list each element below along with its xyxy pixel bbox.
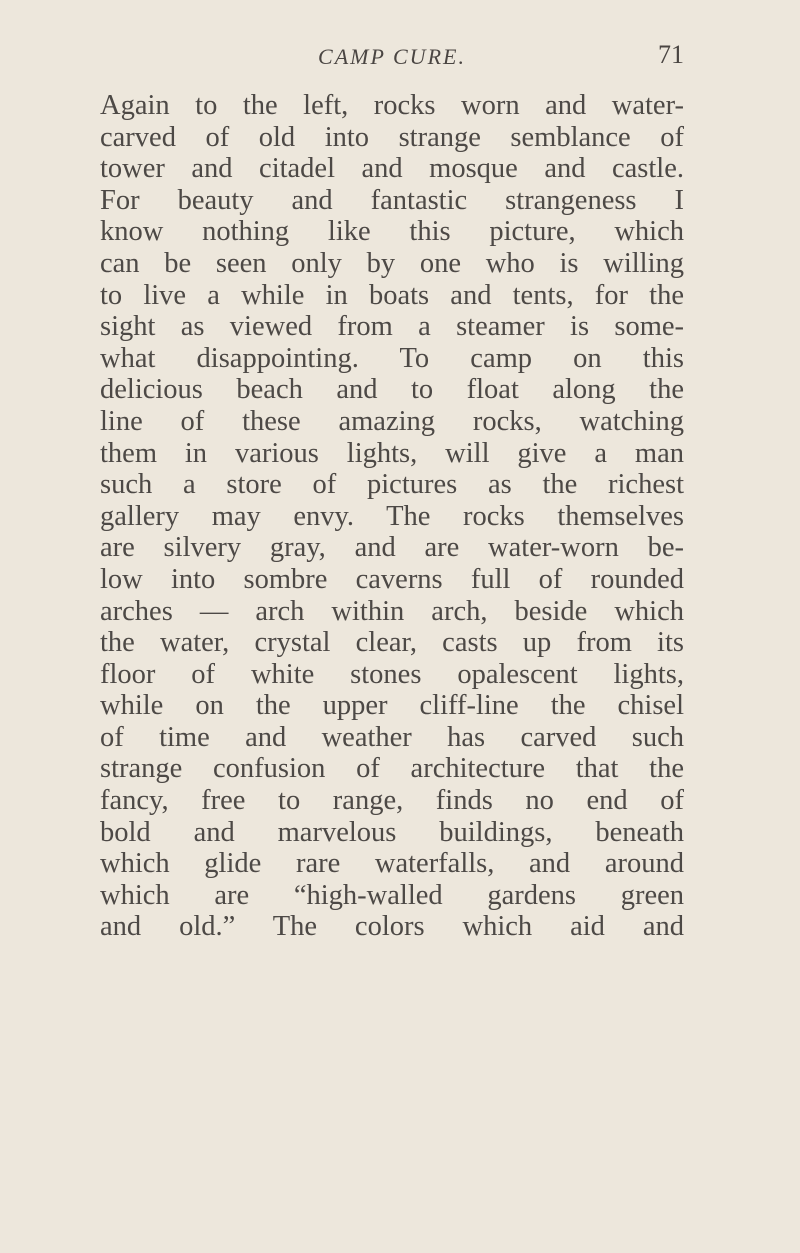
text-line: strange confusion of architecture that the — [100, 753, 684, 785]
text-line: the water, crystal clear, casts up from its — [100, 627, 684, 659]
text-line: and old.” The colors which aid and — [100, 911, 684, 943]
running-title: CAMP CURE. — [318, 44, 466, 69]
text-line: sight as viewed from a steamer is some- — [100, 311, 684, 343]
page-number: 71 — [658, 40, 684, 69]
text-line: while on the upper cliff-line the chisel — [100, 690, 684, 722]
text-line: of time and weather has carved such — [100, 721, 684, 753]
text-line: delicious beach and to float along the — [100, 374, 684, 406]
text-line: Again to the left, rocks worn and water- — [100, 90, 684, 121]
text-line: what disappointing. To camp on this — [100, 342, 684, 374]
text-line: low into sombre caverns full of rounded — [100, 563, 684, 595]
text-line: floor of white stones opalescent lights, — [100, 658, 684, 690]
text-line: gallery may envy. The rocks themselves — [100, 500, 684, 532]
text-line: arches — arch within arch, beside which — [100, 595, 684, 627]
text-line: carved of old into strange semblance of — [100, 121, 684, 153]
text-line: which glide rare waterfalls, and around — [100, 848, 684, 880]
running-head — [100, 38, 684, 78]
body-paragraph — [100, 90, 684, 943]
text-line: fancy, free to range, finds no end of — [100, 785, 684, 817]
text-line: bold and marvelous buildings, beneath — [100, 816, 684, 848]
text-line: such a store of pictures as the richest — [100, 469, 684, 501]
text-line: to live a while in boats and tents, for the — [100, 279, 684, 311]
text-line: which are “high-walled gardens green — [100, 879, 684, 911]
text-line: line of these amazing rocks, watching — [100, 405, 684, 437]
text-line: For beauty and fantastic strangeness I — [100, 184, 684, 216]
text-line: them in various lights, will give a man — [100, 437, 684, 469]
text-line: can be seen only by one who is willing — [100, 247, 684, 279]
text-line: are silvery gray, and are water-worn be- — [100, 532, 684, 564]
text-line: know nothing like this picture, which — [100, 216, 684, 248]
text-line: tower and citadel and mosque and castle. — [100, 153, 684, 185]
